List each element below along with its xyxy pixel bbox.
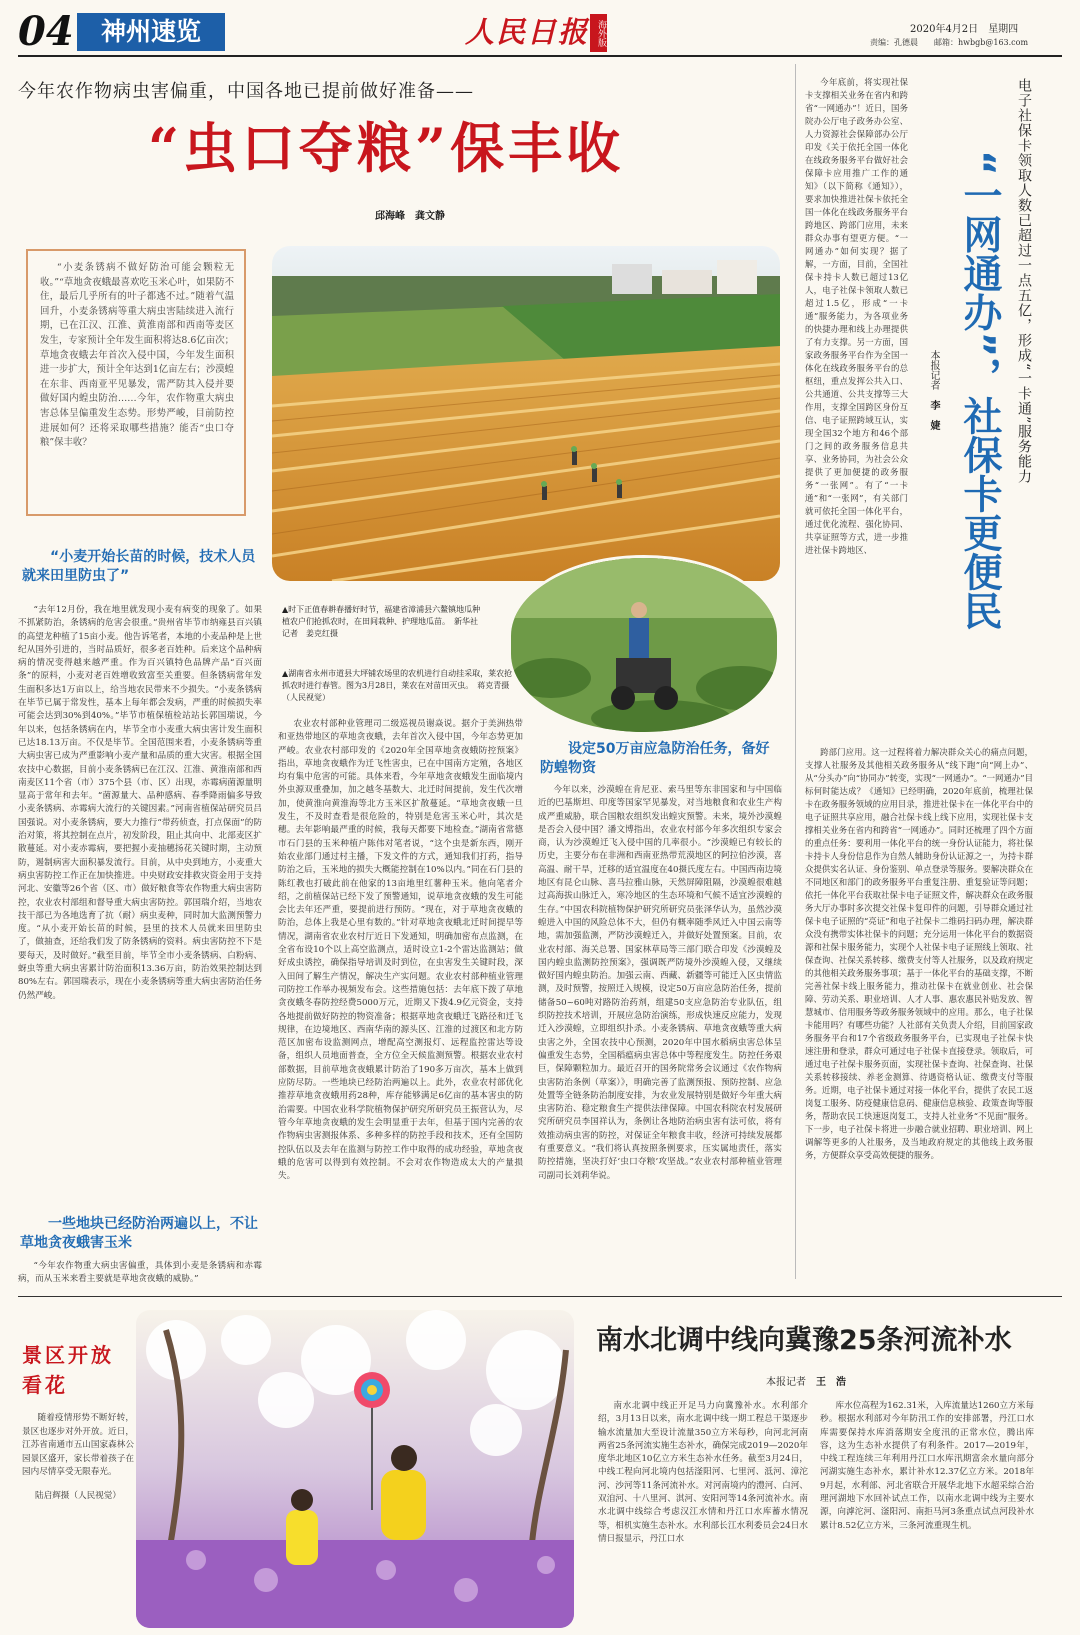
article3-column-a xyxy=(598,1400,808,1630)
article1-column-3 xyxy=(538,784,782,1284)
article3-column-b xyxy=(820,1400,1034,1630)
article1-col1-tail: “今年农作物重大病虫害偏重，具体到小麦是条锈病和赤霉病，而从玉米来看主要就是草地贪夜蛾的威胁。” xyxy=(18,1261,262,1285)
subhead-2: 一些地块已经防治两遍以上，不让草地贪夜蛾害玉米 xyxy=(20,1216,258,1251)
farmland-photo-art xyxy=(272,246,780,581)
subhead-3: 设定50万亩应急防治任务，备好防蝗物资 xyxy=(540,741,770,776)
issue-date: 2020年4月2日 星期四 xyxy=(910,24,1019,35)
tractor-photo-art xyxy=(511,558,780,735)
article1-col2-text: 农业农村部种业管理司二级巡视员谢焱说。据介于美洲热带和亚热带地区的草地贪夜蛾，去年首次入侵中国，今年态势更加严峻。农业农村部印发的《2020年全国草地贪夜蛾防控预案》指出，草地贪夜蛾作为迁飞性害虫，已在中国南方定殖，各地区均有集中危害的可能。具体来看，今年草地贪夜蛾发生面临境内外虫源双重叠加，加之越冬基数大、北迁时间提前，发生代次增加，使黄淮向黄淮海等北方玉米区扩散蔓延。“草地贪夜蛾一旦发生，不及时查看是很危险的，特别是危害玉米心叶，其次是穗。去年影响最严重的时候，我每天都要下地检查。”湖南省常德市石门县的玉米种植户陈伟对笔者说，“这个虫是新东西，刚开始农业部门通过村主播，下发文件的方式，通知我们打药，指导防治之后，玉米地的损失大概能控制在10%以内。”同在石门县的陈红教也打破此前在他家的13亩地里红薯种玉米。他向笔者介绍，之前植保站已经下发了预警通知，说草地贪夜蛾的发生可能会比去年还严重，要提前进行预防。“现在，对于草地贪夜蛾的防治，总体上我是心里有数的。”针对草地贪夜蛾北迁时间提早等情况，湖南省农业农村厅近日下发通知，明确加密布点监测，在全省布设10个以上高空监测点，适时设立1-2个雷达监测站；做好成虫诱控，确保指导培训及时到位，在虫害发生关键时段，深入田间了解生产情况，解决生产实问题。农业农村部种植业管理司防控工作举办视频发布会。这些措施包括：去年底下拨了草地贪夜蛾冬春防控经费5000万元，近期又下拨4.9亿元资金，支持各地提前做好防控的物资准备；根据草地贪夜蛾迁飞路径和迁飞规律，在边境地区、西南华南的源头区、江淮的过渡区和北方防范区加密布设监测网点，增配高空测报灯、远程监控雷达等设备，组织人员地面普查，全方位全天候监测预警。根据农业农村部数据，目前草地贪夜蛾累计防治了190多万亩次，基本上做到应防尽防。一些地块已经防治两遍以上。此外，农业农村部优化推荐草地贪夜蛾用药28种，库存能够满足6亿亩的基本害虫的防治需要。中国农业科学院植物保护研究所研究员王振营认为，尽管今年草地贪夜蛾的发生会明显重于去年，但基于国内完善的农作物病虫害测报体系、多种多样的防控手段和技术，还有全国防控队伍以及去年在监测与防控工作中取得的成功经验，草地贪夜蛾的危害可以得到有效控制。不会对农作物造成太大的产量损失。 xyxy=(278,719,523,1182)
article1-headline: “虫口夺粮”保丰收 xyxy=(148,116,625,180)
article2-subtitle: 电子社保卡领取人数已超过一点五亿，形成“一卡通”服务能力 xyxy=(1016,78,1032,485)
blossom-photo xyxy=(136,1310,574,1628)
badge-title: 景区开放看花 xyxy=(22,1343,114,1397)
farmland-photo xyxy=(272,246,780,581)
lead-text: “小麦条锈病不做好防治可能会颗粒无收。”“草地贪夜蛾最喜欢吃玉米心叶，如果防不住，最后几乎所有的叶子都逃不过。”随着气温回升，小麦条锈病等重大病虫害陆续进入流行期，已在江汉、江淮、黄淮南部和西南等麦区发生，专家预计全年发生面积将达8.6亿亩次；草地贪夜蛾去年首次入侵中国，今年发生面积进一步扩大，预计全年达到1亿亩左右；沙漠蝗在东非、西南亚平见暴发，需严防其入侵并要做好国内蝗虫防治……今年，农作物重大病虫害总体呈偏重发生态势。形势严峻，目前防控进展如何？还将采取哪些措施？能否“虫口夺粮”保丰收？ xyxy=(40,262,234,449)
article1-byline: 邱海峰 龚文静 xyxy=(375,211,445,222)
bottom-section-rule xyxy=(18,1296,1062,1297)
subhead-1: “小麦开始长苗的时候，技术人员就来田里防虫了” xyxy=(22,549,256,584)
article1-kicker: 今年农作物病虫害偏重，中国各地已提前做好准备—— xyxy=(18,81,474,102)
article2-wide-text: 跨部门应用。这一过程将着力解决群众关心的痛点问题，支撑人社服务及其他相关政务服务从“线下跑”向“网上办”、从“分头办”向“协同办”转变，实现“一网通办”。“一网通办”目标何时能达成？《通知》已经明确，2020年底前，梳理社保卡在政务服务领域的应用目录，推进社保卡在一体化平台中的电子证照共享应用，融合社保卡线上线下应用，实现社保卡支撑相关业务在省内和跨省“一网通办”。同时还梳理了四个方面的重点任务：要利用一体化平台的统一身份认证能力，将社保卡持卡人身份信息作为自然人辅助身份认证源之一，为持卡群众提供实名认证、身份鉴别、单点登录等服务。要解决群众在不同地区和部门的政务服务平台重复注册、重复验证等问题；依托一体化平台获取社保卡电子证照文件，解决群众在政务服务大厅办事时多次提交社保卡复印件的问题，引导群众通过社保卡电子证照的“亮证”和电子社保卡二维码扫码办理，解决群众没有携带实体社保卡的问题；充分运用一体化平台的数据资源和社保卡服务能力，实现个人社保卡电子证照线上领取、社保查询、社保关系转移、缴费支付等人社服务，以及政府规定的其他相关政务服务事项；基于一体化平台的基础支撑，不断完善社保卡线上服务能力，推动社保卡在就业创业、社会保障、劳动关系、职业培训、人才人事、惠农惠民补贴发放、智慧城市、信用服务等政务服务领域中的应用。那么，电子社保卡能用吗？有哪些功能？人社部有关负责人介绍，目前国家政务服务平台和17个省级政务服务平台，已实现电子社保卡快速注册和登录，群众可通过电子社保卡直接登录。领取后，可通过电子社保卡服务页面，实现社保卡查询、社保查询、社保关系转移接续、养老金测算、待遇资格认证、缴费支付等服务。近期，电子社保卡通过对接一体化平台，提供了农民工返岗复工服务、防疫健康信息码、健康信息核验、政策查询等服务，帮助农民工快速返岗复工，支持人社业务“不见面”服务。下一步，电子社保卡将进一步融合就业招聘、职业培训、网上调解等更多的人社服务，及当地政府规定的其他线上政务服务，方便群众享受高效便捷的服务。 xyxy=(805,747,1033,1160)
photo2-caption: ▲湖南省永州市道县大坪铺农场里的农机进行自动挂采取，莱农抢抓农时进行春管。图为3月28日，莱农在对苗田灭虫。 蒋克青摄（人民视觉） xyxy=(282,669,513,702)
article2-reporter: 本报记者 李 婕 xyxy=(928,350,939,430)
article3-col-b-text: 库水位高程为162.31米，入库流量达1260立方米每秒。根据水利部对今年防汛工作的安排部署，丹江口水库需要保持水库消落期安全度汛的正常水位，腾出库容，这为生态补水提供了有利条件。2017—2019年，中线工程连续三年利用丹江口水库汛期富余水量向部分河湖实施生态补水，累计补水12.37亿立方米。2018年9月起，水利部、河北省联合开展华北地下水超采综合治理河湖地下水回补试点工作，以南水北调中线为主要水源，向滹沱河、滏阳河、南拒马河3条重点试点河段补水累计8.52亿立方米，三条河流重现生机。 xyxy=(820,1401,1034,1531)
column-divider xyxy=(795,64,796,1279)
article3-headline: 南水北调中线向冀豫25条河流补水 xyxy=(596,1325,1012,1356)
tractor-photo xyxy=(508,555,780,735)
article3-reporter: 本报记者 王 浩 xyxy=(766,1377,846,1388)
badge-text: 随着疫情形势不断好转，景区也逐步对外开放。近日，江苏省南通市五山国家森林公园景区盛开，家长带着孩子在园内尽情享受无限春光。 xyxy=(22,1413,134,1477)
article1-column-1 xyxy=(18,604,262,1214)
article1-column-1-tail xyxy=(18,1260,262,1300)
masthead-rule xyxy=(18,55,1062,57)
paper-name-logo: 人民日报 xyxy=(465,15,590,49)
blossom-photo-art xyxy=(136,1310,574,1628)
page-number: 04 xyxy=(18,8,74,55)
article2-headline: “一网通办”，社保卡更便民 xyxy=(957,150,1002,631)
article2-column-narrow xyxy=(805,76,908,746)
article1-col1-text: “去年12月份，我在地里就发现小麦有病变的现象了。如果不抓紧防治，条锈病的危害会很重。”贵州省毕节市纳雍县百兴镇的高望龙种植了15亩小麦。他告诉笔者，本地的小麦品种是上世纪从国外引进的，当时品质好，很多老百姓种。后来这个品种病病的情况变得越来越严重。作为百兴镇特色品牌产品“百兴面条”的原料，小麦对老百姓增收致富至关重要。但条锈病常年发生面积多达1万亩以上，给当地农民带来不少损失。“小麦条锈病在毕节已属于常发性，基本上每年都会发病，严重的时候损失率可能会达到30%到40%。”毕节市植保植检站站长郭国瑞说，今年以来，包括条锈病在内，毕节全市小麦重大病虫害计发生面积已达18.13万亩。不仅是毕节。全国范围来看，小麦条锈病等重大病虫害已成为严重影响小麦产量和品质的重大灾害。根据全国农技中心数据，目前小麦条锈病已在江汉、江淮、黄淮南部和西南麦区11个省（市）375个县（市、区）出现，赤霉病菌源量明显高于常年和去年。“菌源量大、品种感病、春季降雨偏多导致小麦条锈病、赤霉病大流行的关键因素。”河南省植保站研究员吕国强说。对小麦条锈病，要大力推行“带药侦查，打点保面”的防治对策，将其控制在点片，初发阶段，阻止其向中、北部麦区扩散蔓延。对小麦赤霉病，要把握小麦抽穗扬花关键时期，主动预防，遏制病害大面积暴发流行。目前，从中央到地方，小麦重大病虫害防控工作正在加快推进。中央财政安排救灾资金用于支持河北、安徽等26个省（区、市）做好粮食等农作物重大病虫害防控，农业农村部组和督导重大病虫害防控。郭国瑞介绍，当地农技干部已为各地选育了抗（耐）病虫麦种，同时加大监测预警力度。“从小麦开始长苗的时候，县里的技术人员就来田里防虫了，做抽查，还给我们发了防条锈病的资料。病虫害防控不下是要每天，及时做好。”截至目前，毕节全市小麦条锈病、白粉病、蚜虫等重大病虫害累计防治面积13.36万亩，防治效果控制达到80%左右。郭国瑞表示，现在小麦条锈病等重大病虫害防治任务仍然严峻。 xyxy=(18,605,262,1001)
edition-seal: 海外版 xyxy=(590,14,607,52)
lead-box xyxy=(26,249,246,516)
article2-column-wide xyxy=(805,746,1033,1276)
article1-col3-text: 今年以来，沙漠蝗在肯尼亚、索马里等东非国家和与中国临近的巴基斯坦、印度等国家罕见暴发，对当地粮食和农业生产构成严重威胁，联合国粮农组织发出蝗灾预警。未来，境外沙漠蝗是否会入侵中国？潘文博指出，农业农村部今年多次组织专家会商，认为沙漠蝗迁飞入侵中国的几率很小。“沙漠蝗已有较长的历史，主要分布在非洲和西南亚热带荒漠地区的阿拉伯沙漠，喜高温、耐干旱，迁移的适宜温度在40摄氏度左右。中国西南边境地区有昆仑山脉、喜马拉雅山脉，天然屏障阻隔，沙漠蝗很难越过高海拔山脉迁入，寒冷地区的生态环境和气候不适宜沙漠蝗的生存。”中国农科院植物保护研究所研究员张泽华认为，虽然沙漠蝗进入中国的风险总体不大，但仍有概率随季风迁入中国云南等地，需加强监测，严防沙漠蝗迁入，并做好处置预案。目前，农业农村部、海关总署、国家林草局等三部门联合印发《沙漠蝗及国内蝗虫监测防控预案》，强调既严防境外沙漠蝗入侵，又继续做好国内蝗虫防治。加强云南、西藏、新疆等可能迁入区虫情监测，及时预警，按照迁入规模，设定50万亩应急防治任务，提前储备50~60吨对路防治药剂，组建50支应急防治专业队伍，组织防控技术培训，开展应急防治演练，形成快速反应能力，发现迁入沙漠蝗，立即组织扑杀。小麦条锈病、草地贪夜蛾等重大病虫害之外，全国农技中心预测，2020年中国水稻病虫害总体呈偏重发生态势，全国稻瘟病虫害总体中等程度发生。防控任务艰巨，保障颗粒加力。最近召开的国务院常务会议通过《农作物病虫害防治条例（草案）》，明确完善了监测预报、预防控制、应急处置等全链条防治制度安排，为农业发展特别是做好今年重大病虫害防治、稳定粮食生产提供法律保障。中国农科院农村发展研究所研究员李国祥认为，条例让各地防治病虫害有法可依，将有效推动病虫害的防控，对保证全年粮食丰收，经济可持续发展都有重要意义。“我们将认真按照条例要求，压实属地责任，落实防控措施，坚决打好‘虫口夺粮’攻坚战。”农业农村部种植业管理司副司长刘莉华说。 xyxy=(538,785,782,1181)
article2-narrow-text: 今年底前，将实现社保卡支撑相关业务在省内和跨省“一网通办”！近日，国务院办公厅电子政务办公室、人力资源社会保障部办公厅印发《关于依托全国一体化在线政务服务平台做好社会保障卡应用推广工作的通知》（以下简称《通知》），要求加快推进社保卡依托全国一体化在线政务服务平台跨地区、跨部门应用，未来群众办事有望更方便。“一网通办”如何实现？据了解，一方面，目前，全国社保卡持卡人数已超过13亿人，电子社保卡领取人数已超过1.5亿，形成“一卡通”服务能力，为各项业务的快捷办理和线上办理提供了有力支撑。另一方面，国家政务服务平台作为全国一体化在线政务服务平台的总枢纽，重点发挥公共入口、公共通道、公共支撑等三大作用，支撑全国跨区身份互信、电子证照跨域互认，实现全国32个地方和46个部门之间的政务服务信息共享、业务协同，为社会公众提供了更加便捷的政务服务“一张网”。有了“一卡通”和“一张网”，有关部门就可依托全国一体化平台，通过优化流程、强化协同、共享证照等方式，进一步推进社保卡跨地区、 xyxy=(805,77,908,555)
article1-column-2 xyxy=(278,718,523,1283)
spring-photo-badge xyxy=(22,1340,134,1503)
section-label: 神州速览 xyxy=(77,13,225,51)
photo1-caption: ▲时下正值春耕春播好时节，福建省漳浦县六鳌镇地瓜种植农户们抢抓农时，在田间栽种、护理地瓜苗。 新华社记者 姜克红摄 xyxy=(282,605,481,638)
article3-col-a-text: 南水北调中线正开足马力向冀豫补水。水利部介绍，3月13日以来，南水北调中线一期工程总干渠逐步输水流量加大至设计流量350立方米每秒，向河北河南两省25条河流实施生态补水，确保完成2019—2020年度华北地区10亿立方米生态补水任务。截至3月24日，中线工程向河北境内包括滏阳河、七里河、泜河、漳沱河、沙河等11条河流补水。对河南境内的澧河、白河、双洎河、十八里河、淇河、安阳河等14条河流补水。南水北调中线综合考虑汉江水情和丹江口水库蓄水情况等，相机实施生态补水。水利部长江水利委员会24日水情日报显示，丹江口水 xyxy=(598,1401,808,1544)
editor-line: 责编：孔德晨 邮箱：hwbgb@163.com xyxy=(870,38,1029,47)
badge-credit: 陆启辉摄（人民视觉） xyxy=(35,1490,121,1501)
